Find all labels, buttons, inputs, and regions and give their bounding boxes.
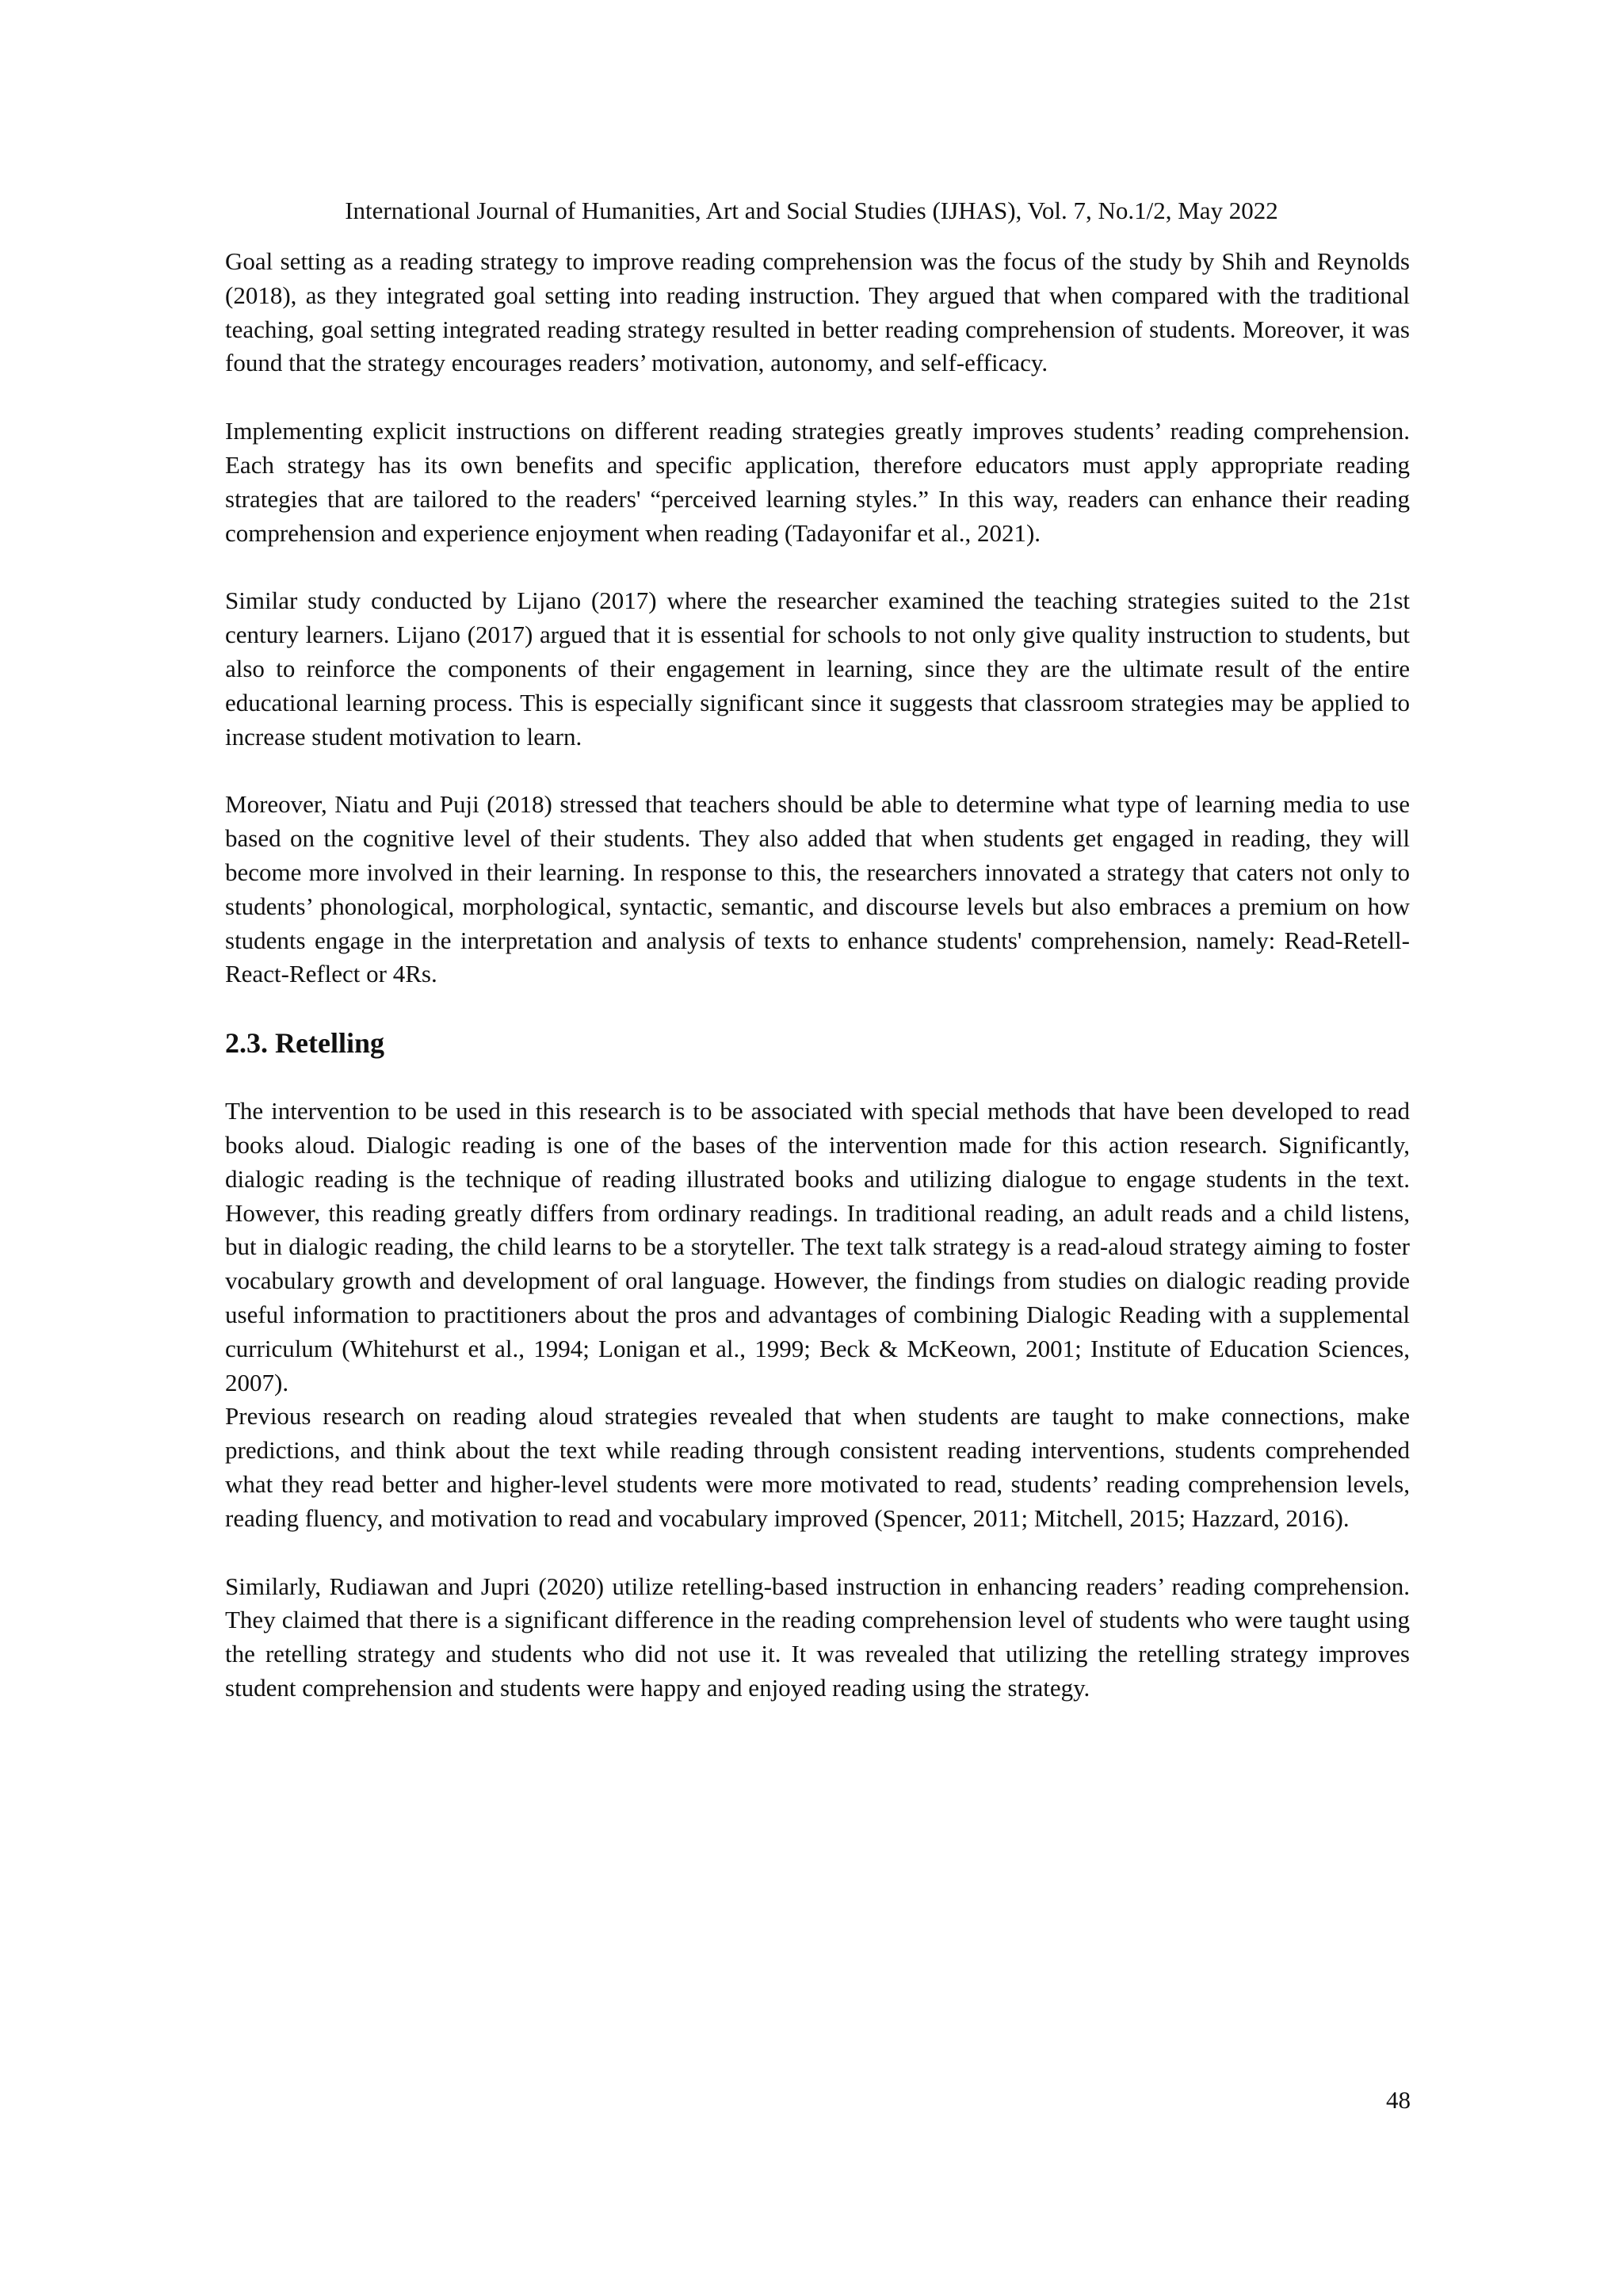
paragraph-goal-setting: Goal setting as a reading strategy to improve reading comprehension was the focus of the study by Shih and Reynolds (2018), as they integrated goal setting into reading instruction. They argued that when compared with the traditional teaching, goal setting integrated reading strategy resulted in better reading comprehension of students. Moreover, it was found that the strategy encourages readers’ motivation, autonomy, and self-efficacy. <box>225 247 1410 377</box>
paragraph-rudiawan-jupri: Similarly, Rudiawan and Jupri (2020) utilize retelling-based instruction in enhancing readers’ reading comprehension. They claimed that there is a significant difference in the reading comprehension level of students who were taught using the retelling strategy and students who did not use it. It was revealed that utilizing the retelling strategy improves student comprehension and students were happy and enjoyed reading using the strategy. <box>225 1572 1410 1702</box>
paragraph-explicit-instructions: Implementing explicit instructions on different reading strategies greatly improves students’ reading comprehension. Each strategy has its own benefits and specific application, therefore educators must apply appropriate reading strategies that are tailored to the readers' “perceived learning styles.” In this way, readers can enhance their reading comprehension and experience enjoyment when reading (Tadayonifar et al., 2021). <box>225 417 1410 547</box>
paragraph-dialogic-reading: The intervention to be used in this research is to be associated with special methods that have been developed to read books aloud. Dialogic reading is one of the bases of the intervention made for this action research. Significantly, dialogic reading is the technique of reading illustrated books and utilizing dialogue to engage students in the text. However, this reading greatly differs from ordinary readings. In traditional reading, an adult reads and a child listens, but in dialogic reading, the child learns to be a storyteller. The text talk strategy is a read-aloud strategy aiming to foster vocabulary growth and development of oral language. However, the findings from studies on dialogic reading provide useful information to practitioners about the pros and advantages of combining Dialogic Reading with a supplemental curriculum (Whitehurst et al., 1994; Lonigan et al., 1999; Beck & McKeown, 2001; Institute of Education Sciences, 2007). <box>225 1097 1410 1396</box>
body-text <box>225 245 1410 1706</box>
section-heading-retelling: 2.3. Retelling <box>225 1027 384 1060</box>
paragraph-reading-aloud: Previous research on reading aloud strategies revealed that when students are taught to make connections, make predictions, and think about the text while reading through consistent reading interventions, students comprehended what they read better and higher-level students were more motivated to read, students’ reading comprehension levels, reading fluency, and motivation to read and vocabulary improved (Spencer, 2011; Mitchell, 2015; Hazzard, 2016). <box>225 1402 1410 1532</box>
page-number: 48 <box>1386 2086 1411 2114</box>
running-header: International Journal of Humanities, Art and Social Studies (IJHAS), Vol. 7, No.1/2, May 2022 <box>345 197 1278 224</box>
paragraph-niatu-puji: Moreover, Niatu and Puji (2018) stressed that teachers should be able to determine what type of learning media to use based on the cognitive level of their students. They also added that when students get engaged in reading, they will become more involved in their learning. In response to this, the researchers innovated a strategy that caters not only to students’ phonological, morphological, syntactic, semantic, and discourse levels but also embraces a premium on how students engage in the interpretation and analysis of texts to enhance students' comprehension, namely: Read-Retell-React-Reflect or 4Rs. <box>225 790 1410 988</box>
paragraph-lijano-study: Similar study conducted by Lijano (2017) where the researcher examined the teaching strategies suited to the 21st century learners. Lijano (2017) argued that it is essential for schools to not only give quality instruction to students, but also to reinforce the components of their engagement in learning, since they are the ultimate result of the entire educational learning process. This is especially significant since it suggests that classroom strategies may be applied to increase student motivation to learn. <box>225 586 1410 751</box>
